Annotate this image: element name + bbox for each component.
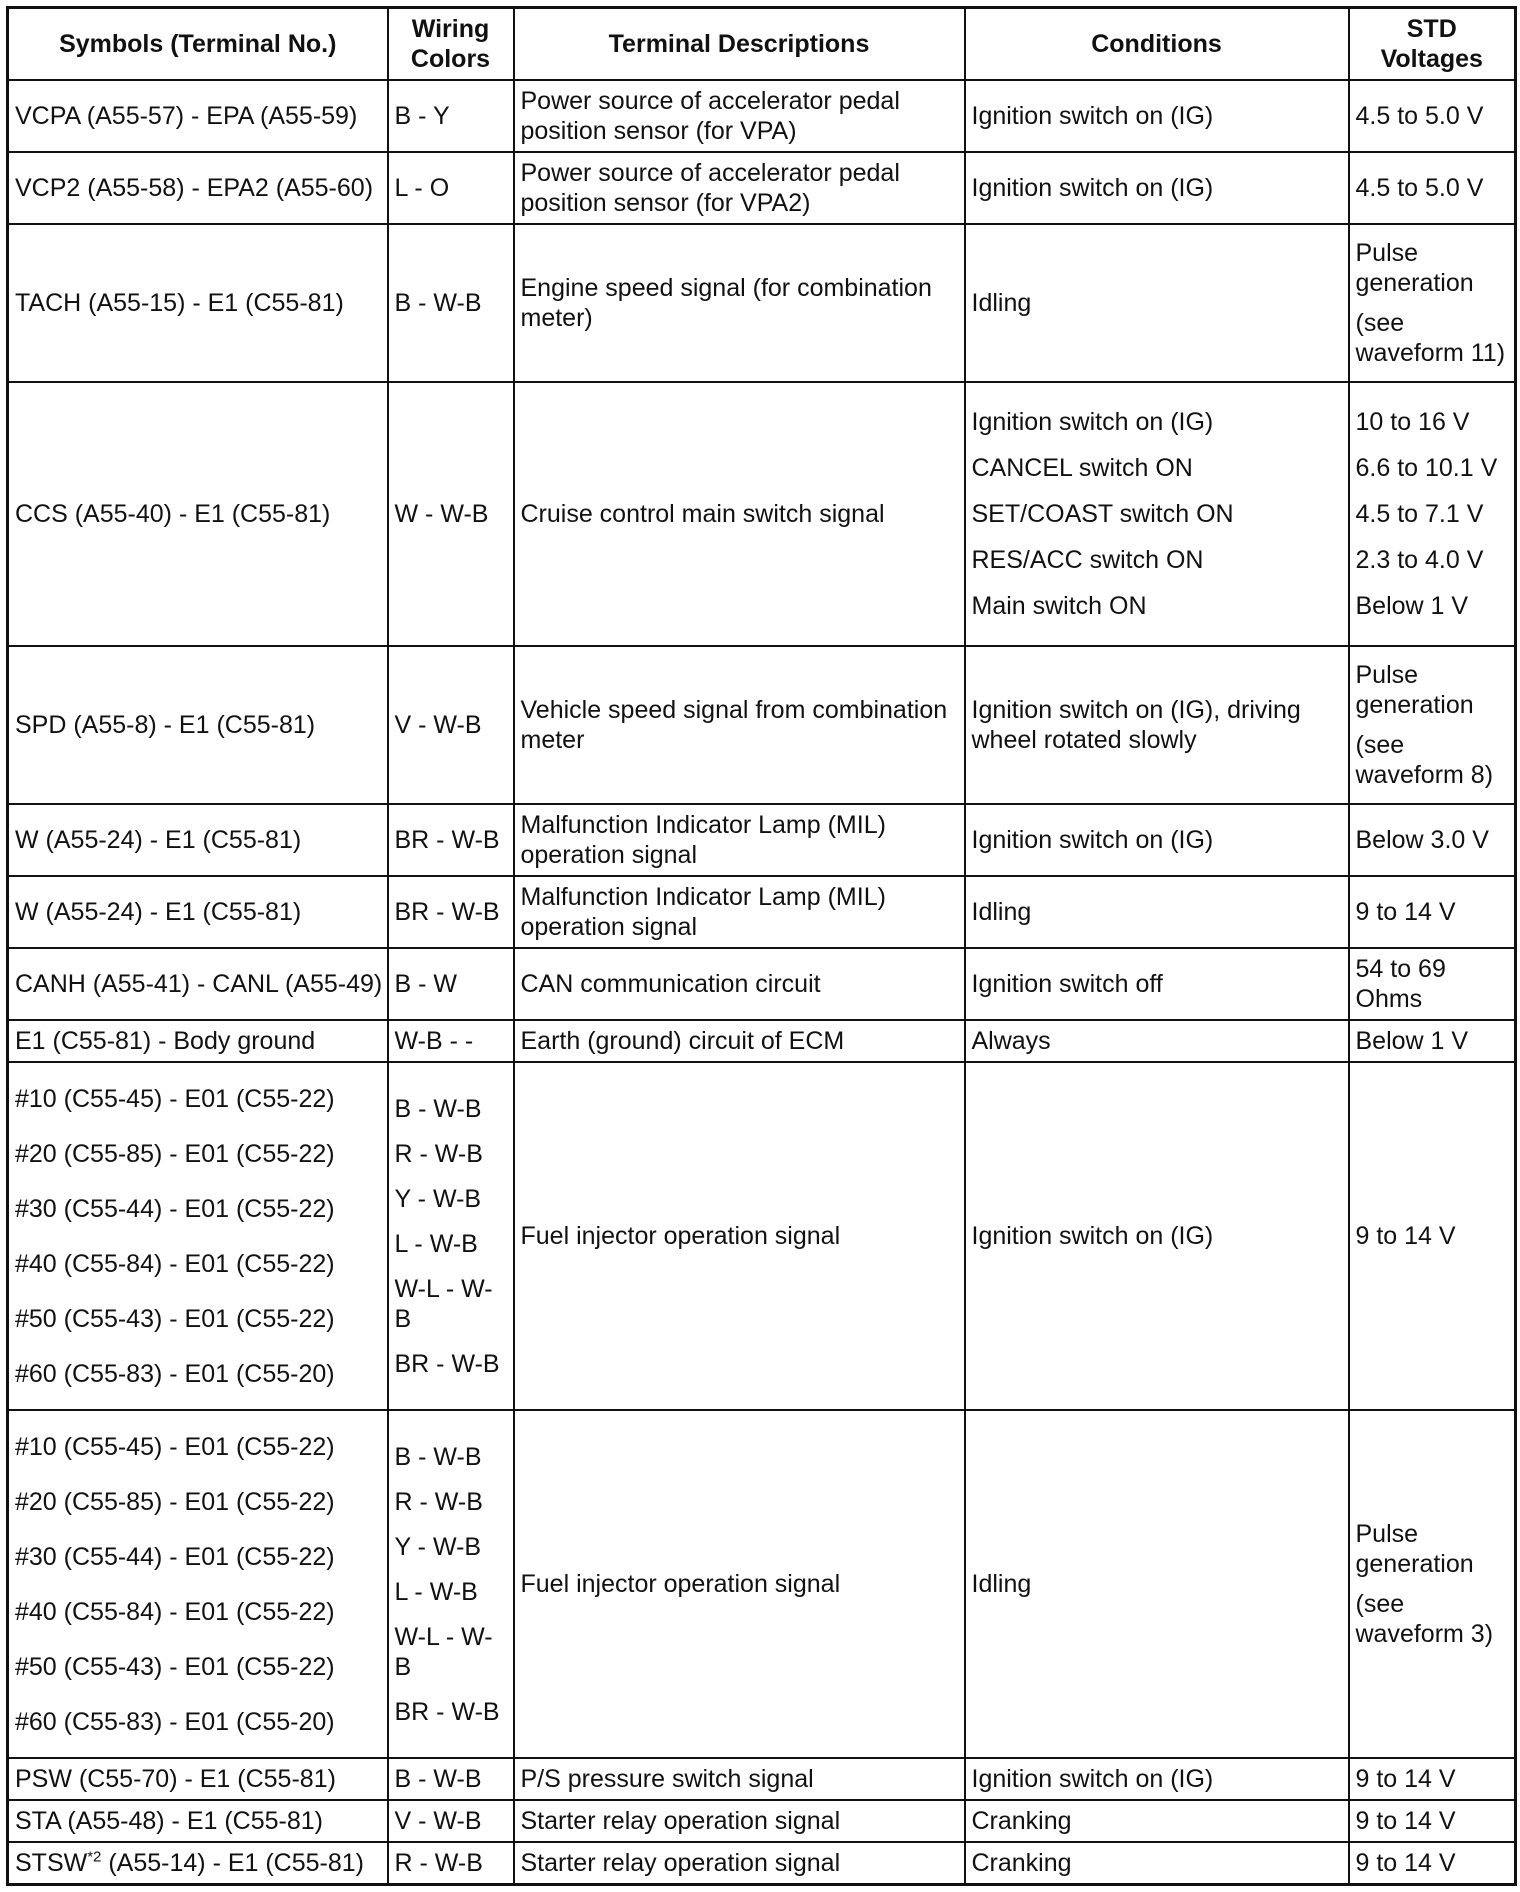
voltage-cell: 9 to 14 V	[1349, 1842, 1516, 1884]
table-row	[8, 80, 1516, 152]
symbol-item: #10 (C55-45) - E01 (C55-22)	[15, 1432, 335, 1461]
symbol-item: #10 (C55-45) - E01 (C55-22)	[15, 1084, 335, 1113]
wiring-cell: B - W	[388, 948, 514, 1020]
header-conditions: Conditions	[965, 8, 1349, 80]
wiring-cell	[388, 1062, 514, 1410]
voltage-pulse-text: Pulse generation	[1355, 1520, 1474, 1579]
symbol-cell	[8, 1410, 388, 1758]
voltage-item: 6.6 to 10.1 V	[1355, 453, 1498, 482]
header-row	[8, 8, 1516, 80]
symbol-cell: STA (A55-48) - E1 (C55-81)	[8, 1800, 388, 1842]
description-cell: Fuel injector operation signal	[514, 1062, 965, 1410]
description-cell: Malfunction Indicator Lamp (MIL) operation signal	[514, 876, 965, 948]
wiring-item: B - W-B	[394, 1442, 482, 1471]
table-row	[8, 1842, 1516, 1884]
symbol-cell: TACH (A55-15) - E1 (C55-81)	[8, 224, 388, 382]
voltage-cell: Below 1 V	[1349, 1020, 1516, 1062]
voltage-item: Below 1 V	[1355, 591, 1469, 620]
wiring-item: B - W-B	[394, 1094, 482, 1123]
voltage-waveform-ref: (see waveform 11)	[1355, 308, 1506, 367]
symbol-item: #20 (C55-85) - E01 (C55-22)	[15, 1487, 335, 1516]
voltage-cell	[1349, 382, 1516, 646]
symbol-cell: VCP2 (A55-58) - EPA2 (A55-60)	[8, 152, 388, 224]
voltage-cell	[1349, 646, 1516, 804]
symbol-cell: W (A55-24) - E1 (C55-81)	[8, 804, 388, 876]
voltage-cell: 9 to 14 V	[1349, 1800, 1516, 1842]
description-cell: Starter relay operation signal	[514, 1842, 965, 1884]
table-row	[8, 152, 1516, 224]
symbol-item: #60 (C55-83) - E01 (C55-20)	[15, 1359, 335, 1388]
condition-cell: Idling	[965, 1410, 1349, 1758]
terminal-voltage-table	[6, 6, 1517, 1886]
voltage-cell: Below 3.0 V	[1349, 804, 1516, 876]
symbol-name: STSW	[15, 1849, 88, 1878]
condition-cell: Ignition switch on (IG)	[965, 804, 1349, 876]
wiring-cell: W - W-B	[388, 382, 514, 646]
wiring-cell: V - W-B	[388, 646, 514, 804]
table-row	[8, 224, 1516, 382]
symbol-item: #30 (C55-44) - E01 (C55-22)	[15, 1542, 335, 1571]
header-terminal-descriptions: Terminal Descriptions	[514, 8, 965, 80]
wiring-cell: L - O	[388, 152, 514, 224]
voltage-item: 4.5 to 7.1 V	[1355, 499, 1484, 528]
voltage-pulse-text: Pulse generation	[1355, 238, 1474, 297]
wiring-item: L - W-B	[394, 1577, 478, 1606]
table-row	[8, 1800, 1516, 1842]
wiring-cell: B - Y	[388, 80, 514, 152]
wiring-item: BR - W-B	[394, 1697, 500, 1726]
description-cell: Vehicle speed signal from combination meter	[514, 646, 965, 804]
voltage-cell	[1349, 1410, 1516, 1758]
description-cell: Power source of accelerator pedal position sensor (for VPA2)	[514, 152, 965, 224]
wiring-item: W-L - W-B	[394, 1622, 493, 1681]
table-row	[8, 1410, 1516, 1758]
table-row	[8, 1020, 1516, 1062]
description-cell: Power source of accelerator pedal position sensor (for VPA)	[514, 80, 965, 152]
wiring-cell: B - W-B	[388, 224, 514, 382]
voltage-cell: 9 to 14 V	[1349, 876, 1516, 948]
symbol-item: #30 (C55-44) - E01 (C55-22)	[15, 1194, 335, 1223]
description-cell: Fuel injector operation signal	[514, 1410, 965, 1758]
header-symbols: Symbols (Terminal No.)	[8, 8, 388, 80]
wiring-cell	[388, 1410, 514, 1758]
wiring-cell: BR - W-B	[388, 876, 514, 948]
symbol-cell: VCPA (A55-57) - EPA (A55-59)	[8, 80, 388, 152]
table-row	[8, 876, 1516, 948]
wiring-cell: W-B - -	[388, 1020, 514, 1062]
voltage-cell: 54 to 69 Ohms	[1349, 948, 1516, 1020]
wiring-item: BR - W-B	[394, 1349, 500, 1378]
table-row	[8, 1758, 1516, 1800]
voltage-item: 2.3 to 4.0 V	[1355, 545, 1484, 574]
table-row	[8, 804, 1516, 876]
condition-cell: Ignition switch on (IG)	[965, 152, 1349, 224]
description-cell: CAN communication circuit	[514, 948, 965, 1020]
symbol-item: #50 (C55-43) - E01 (C55-22)	[15, 1652, 335, 1681]
description-cell: Starter relay operation signal	[514, 1800, 965, 1842]
wiring-item: L - W-B	[394, 1229, 478, 1258]
condition-cell: Idling	[965, 876, 1349, 948]
condition-cell: Ignition switch on (IG), driving wheel rotated slowly	[965, 646, 1349, 804]
voltage-waveform-ref: (see waveform 3)	[1355, 1590, 1494, 1649]
condition-item: Main switch ON	[971, 591, 1147, 620]
wiring-cell: B - W-B	[388, 1758, 514, 1800]
description-cell: Cruise control main switch signal	[514, 382, 965, 646]
header-std-voltages: STD Voltages	[1349, 8, 1516, 80]
condition-item: SET/COAST switch ON	[971, 499, 1234, 528]
voltage-waveform-ref: (see waveform 8)	[1355, 730, 1494, 789]
condition-cell: Always	[965, 1020, 1349, 1062]
condition-cell: Ignition switch on (IG)	[965, 80, 1349, 152]
wiring-item: R - W-B	[394, 1487, 483, 1516]
condition-cell: Ignition switch on (IG)	[965, 1758, 1349, 1800]
symbol-cell	[8, 1062, 388, 1410]
voltage-cell: 9 to 14 V	[1349, 1062, 1516, 1410]
symbol-item: #50 (C55-43) - E01 (C55-22)	[15, 1304, 335, 1333]
voltage-cell: 4.5 to 5.0 V	[1349, 80, 1516, 152]
table-row	[8, 948, 1516, 1020]
table-row	[8, 646, 1516, 804]
condition-cell: Cranking	[965, 1842, 1349, 1884]
symbol-cell: W (A55-24) - E1 (C55-81)	[8, 876, 388, 948]
symbol-cell: PSW (C55-70) - E1 (C55-81)	[8, 1758, 388, 1800]
symbol-terminals: (A55-14) - E1 (C55-81)	[101, 1849, 365, 1878]
description-cell: Earth (ground) circuit of ECM	[514, 1020, 965, 1062]
voltage-cell	[1349, 224, 1516, 382]
symbol-item: #40 (C55-84) - E01 (C55-22)	[15, 1597, 335, 1626]
description-cell: P/S pressure switch signal	[514, 1758, 965, 1800]
voltage-pulse-text: Pulse generation	[1355, 660, 1474, 719]
symbol-cell: CANH (A55-41) - CANL (A55-49)	[8, 948, 388, 1020]
description-cell: Engine speed signal (for combination meter)	[514, 224, 965, 382]
condition-cell: Ignition switch off	[965, 948, 1349, 1020]
condition-item: RES/ACC switch ON	[971, 545, 1204, 574]
symbol-item: #60 (C55-83) - E01 (C55-20)	[15, 1707, 335, 1736]
voltage-cell: 4.5 to 5.0 V	[1349, 152, 1516, 224]
condition-cell: Cranking	[965, 1800, 1349, 1842]
wiring-item: Y - W-B	[394, 1532, 482, 1561]
voltage-cell: 9 to 14 V	[1349, 1758, 1516, 1800]
symbol-item: #40 (C55-84) - E01 (C55-22)	[15, 1249, 335, 1278]
symbol-cell	[8, 1842, 388, 1884]
symbol-cell: CCS (A55-40) - E1 (C55-81)	[8, 382, 388, 646]
wiring-item: W-L - W-B	[394, 1274, 493, 1333]
condition-cell: Ignition switch on (IG)	[965, 1062, 1349, 1410]
header-wiring-colors: Wiring Colors	[388, 8, 514, 80]
symbol-item: #20 (C55-85) - E01 (C55-22)	[15, 1139, 335, 1168]
condition-item: CANCEL switch ON	[971, 453, 1193, 482]
wiring-cell: R - W-B	[388, 1842, 514, 1884]
footnote-marker: *2	[87, 1848, 102, 1866]
description-cell: Malfunction Indicator Lamp (MIL) operation signal	[514, 804, 965, 876]
voltage-item: 10 to 16 V	[1355, 407, 1470, 436]
table-row	[8, 382, 1516, 646]
wiring-item: Y - W-B	[394, 1184, 482, 1213]
wiring-cell: V - W-B	[388, 1800, 514, 1842]
condition-item: Ignition switch on (IG)	[971, 407, 1214, 436]
condition-cell	[965, 382, 1349, 646]
symbol-cell: SPD (A55-8) - E1 (C55-81)	[8, 646, 388, 804]
symbol-cell: E1 (C55-81) - Body ground	[8, 1020, 388, 1062]
condition-cell: Idling	[965, 224, 1349, 382]
table-row	[8, 1062, 1516, 1410]
wiring-cell: BR - W-B	[388, 804, 514, 876]
wiring-item: R - W-B	[394, 1139, 483, 1168]
